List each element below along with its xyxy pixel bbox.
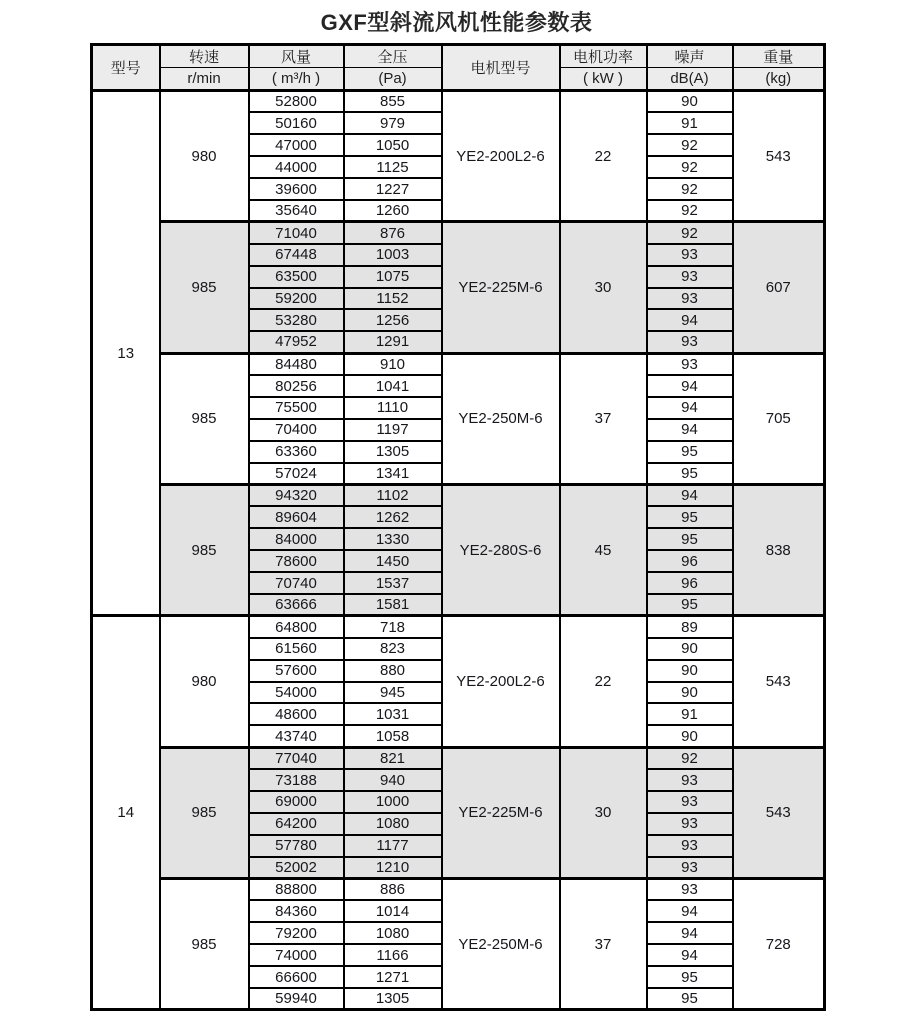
cell-flow: 54000 xyxy=(249,682,344,704)
cell-noise: 92 xyxy=(647,200,733,222)
cell-pressure: 1291 xyxy=(344,331,442,353)
table-row xyxy=(92,222,825,244)
cell-noise: 93 xyxy=(647,791,733,813)
cell-motor-power: 45 xyxy=(560,485,647,616)
cell-weight: 543 xyxy=(733,91,825,222)
cell-noise: 92 xyxy=(647,156,733,178)
cell-noise: 95 xyxy=(647,441,733,463)
cell-pressure: 1110 xyxy=(344,397,442,419)
cell-flow: 67448 xyxy=(249,244,344,266)
performance-table xyxy=(90,43,826,1011)
cell-flow: 88800 xyxy=(249,879,344,901)
cell-flow: 39600 xyxy=(249,178,344,200)
cell-flow: 78600 xyxy=(249,550,344,572)
table-row xyxy=(92,485,825,507)
cell-flow: 64200 xyxy=(249,813,344,835)
col-header-model: 型号 xyxy=(92,45,160,91)
cell-noise: 95 xyxy=(647,988,733,1010)
cell-speed: 985 xyxy=(160,353,249,484)
cell-flow: 53280 xyxy=(249,309,344,331)
cell-pressure: 1305 xyxy=(344,988,442,1010)
cell-speed: 985 xyxy=(160,879,249,1010)
cell-noise: 90 xyxy=(647,660,733,682)
cell-flow: 47000 xyxy=(249,134,344,156)
cell-pressure: 718 xyxy=(344,616,442,638)
cell-flow: 57780 xyxy=(249,835,344,857)
col-unit-flow: ( m³/h ) xyxy=(249,68,344,91)
cell-pressure: 1177 xyxy=(344,835,442,857)
cell-pressure: 1271 xyxy=(344,966,442,988)
cell-flow: 43740 xyxy=(249,725,344,747)
cell-noise: 93 xyxy=(647,879,733,901)
cell-flow: 52800 xyxy=(249,91,344,113)
cell-flow: 57600 xyxy=(249,660,344,682)
cell-noise: 89 xyxy=(647,616,733,638)
cell-flow: 71040 xyxy=(249,222,344,244)
cell-pressure: 1080 xyxy=(344,813,442,835)
cell-pressure: 1058 xyxy=(344,725,442,747)
header-row-main xyxy=(92,45,825,68)
cell-flow: 84480 xyxy=(249,353,344,375)
cell-pressure: 1050 xyxy=(344,134,442,156)
cell-flow: 73188 xyxy=(249,769,344,791)
cell-flow: 70400 xyxy=(249,419,344,441)
cell-noise: 94 xyxy=(647,922,733,944)
table-row xyxy=(92,353,825,375)
col-header-speed: 转速 xyxy=(160,45,249,68)
cell-flow: 80256 xyxy=(249,375,344,397)
cell-flow: 66600 xyxy=(249,966,344,988)
cell-motor-power: 30 xyxy=(560,747,647,878)
cell-flow: 35640 xyxy=(249,200,344,222)
cell-noise: 90 xyxy=(647,725,733,747)
cell-flow: 84360 xyxy=(249,900,344,922)
cell-noise: 93 xyxy=(647,353,733,375)
table-row xyxy=(92,91,825,113)
col-unit-noise: dB(A) xyxy=(647,68,733,91)
cell-flow: 64800 xyxy=(249,616,344,638)
col-header-motor-model: 电机型号 xyxy=(442,45,560,91)
cell-weight: 543 xyxy=(733,616,825,747)
cell-noise: 94 xyxy=(647,375,733,397)
cell-flow: 94320 xyxy=(249,485,344,507)
cell-flow: 69000 xyxy=(249,791,344,813)
cell-noise: 93 xyxy=(647,266,733,288)
cell-motor-model: YE2-225M-6 xyxy=(442,222,560,353)
col-unit-motor-power: ( kW ) xyxy=(560,68,647,91)
cell-weight: 838 xyxy=(733,485,825,616)
cell-pressure: 823 xyxy=(344,638,442,660)
col-header-noise: 噪声 xyxy=(647,45,733,68)
cell-pressure: 880 xyxy=(344,660,442,682)
cell-pressure: 1080 xyxy=(344,922,442,944)
cell-flow: 84000 xyxy=(249,528,344,550)
cell-noise: 95 xyxy=(647,506,733,528)
cell-noise: 95 xyxy=(647,594,733,616)
table-container xyxy=(90,43,826,1011)
cell-motor-model: YE2-200L2-6 xyxy=(442,616,560,747)
cell-noise: 95 xyxy=(647,463,733,485)
cell-flow: 48600 xyxy=(249,703,344,725)
cell-motor-model: YE2-200L2-6 xyxy=(442,91,560,222)
cell-pressure: 1041 xyxy=(344,375,442,397)
cell-flow: 79200 xyxy=(249,922,344,944)
cell-pressure: 1262 xyxy=(344,506,442,528)
col-header-weight: 重量 xyxy=(733,45,825,68)
cell-noise: 91 xyxy=(647,112,733,134)
cell-speed: 985 xyxy=(160,747,249,878)
cell-noise: 90 xyxy=(647,638,733,660)
cell-noise: 94 xyxy=(647,485,733,507)
cell-noise: 96 xyxy=(647,550,733,572)
cell-pressure: 886 xyxy=(344,879,442,901)
col-header-flow: 风量 xyxy=(249,45,344,68)
cell-pressure: 945 xyxy=(344,682,442,704)
cell-flow: 63666 xyxy=(249,594,344,616)
cell-noise: 93 xyxy=(647,331,733,353)
cell-noise: 93 xyxy=(647,813,733,835)
cell-motor-power: 37 xyxy=(560,353,647,484)
cell-weight: 728 xyxy=(733,879,825,1010)
cell-motor-power: 37 xyxy=(560,879,647,1010)
cell-pressure: 1305 xyxy=(344,441,442,463)
cell-pressure: 1003 xyxy=(344,244,442,266)
cell-noise: 92 xyxy=(647,222,733,244)
cell-motor-power: 22 xyxy=(560,91,647,222)
cell-pressure: 1581 xyxy=(344,594,442,616)
cell-flow: 63500 xyxy=(249,266,344,288)
cell-flow: 44000 xyxy=(249,156,344,178)
cell-speed: 980 xyxy=(160,616,249,747)
cell-noise: 93 xyxy=(647,288,733,310)
cell-pressure: 1330 xyxy=(344,528,442,550)
cell-flow: 61560 xyxy=(249,638,344,660)
cell-noise: 94 xyxy=(647,900,733,922)
cell-flow: 50160 xyxy=(249,112,344,134)
cell-pressure: 1210 xyxy=(344,857,442,879)
cell-flow: 57024 xyxy=(249,463,344,485)
col-unit-pressure: (Pa) xyxy=(344,68,442,91)
cell-pressure: 1152 xyxy=(344,288,442,310)
cell-pressure: 1260 xyxy=(344,200,442,222)
cell-noise: 93 xyxy=(647,244,733,266)
cell-speed: 985 xyxy=(160,485,249,616)
cell-pressure: 1197 xyxy=(344,419,442,441)
cell-noise: 95 xyxy=(647,966,733,988)
cell-noise: 93 xyxy=(647,769,733,791)
cell-pressure: 979 xyxy=(344,112,442,134)
cell-pressure: 1166 xyxy=(344,944,442,966)
cell-flow: 89604 xyxy=(249,506,344,528)
cell-flow: 59200 xyxy=(249,288,344,310)
cell-pressure: 1014 xyxy=(344,900,442,922)
cell-pressure: 1256 xyxy=(344,309,442,331)
cell-flow: 63360 xyxy=(249,441,344,463)
cell-pressure: 940 xyxy=(344,769,442,791)
cell-noise: 93 xyxy=(647,835,733,857)
cell-motor-power: 22 xyxy=(560,616,647,747)
cell-speed: 985 xyxy=(160,222,249,353)
cell-noise: 90 xyxy=(647,682,733,704)
cell-flow: 47952 xyxy=(249,331,344,353)
page-title: GXF型斜流风机性能参数表 xyxy=(320,10,593,35)
col-unit-speed: r/min xyxy=(160,68,249,91)
cell-pressure: 1537 xyxy=(344,572,442,594)
cell-motor-model: YE2-280S-6 xyxy=(442,485,560,616)
cell-flow: 52002 xyxy=(249,857,344,879)
cell-model: 13 xyxy=(92,91,160,616)
cell-noise: 93 xyxy=(647,857,733,879)
cell-weight: 607 xyxy=(733,222,825,353)
cell-motor-power: 30 xyxy=(560,222,647,353)
table-header xyxy=(92,45,825,91)
cell-model: 14 xyxy=(92,616,160,1010)
cell-pressure: 1341 xyxy=(344,463,442,485)
col-header-motor-power: 电机功率 xyxy=(560,45,647,68)
cell-flow: 77040 xyxy=(249,747,344,769)
cell-noise: 90 xyxy=(647,91,733,113)
cell-noise: 95 xyxy=(647,528,733,550)
cell-weight: 543 xyxy=(733,747,825,878)
cell-pressure: 1075 xyxy=(344,266,442,288)
cell-noise: 92 xyxy=(647,747,733,769)
cell-noise: 92 xyxy=(647,178,733,200)
cell-pressure: 821 xyxy=(344,747,442,769)
cell-pressure: 1031 xyxy=(344,703,442,725)
cell-motor-model: YE2-225M-6 xyxy=(442,747,560,878)
table-row xyxy=(92,616,825,638)
cell-noise: 94 xyxy=(647,419,733,441)
cell-noise: 94 xyxy=(647,309,733,331)
table-row xyxy=(92,747,825,769)
cell-noise: 91 xyxy=(647,703,733,725)
cell-flow: 74000 xyxy=(249,944,344,966)
cell-pressure: 1450 xyxy=(344,550,442,572)
cell-speed: 980 xyxy=(160,91,249,222)
cell-pressure: 1125 xyxy=(344,156,442,178)
table-body xyxy=(92,91,825,1010)
cell-noise: 96 xyxy=(647,572,733,594)
cell-flow: 70740 xyxy=(249,572,344,594)
cell-noise: 94 xyxy=(647,397,733,419)
col-unit-weight: (kg) xyxy=(733,68,825,91)
cell-noise: 94 xyxy=(647,944,733,966)
cell-flow: 59940 xyxy=(249,988,344,1010)
cell-pressure: 1227 xyxy=(344,178,442,200)
cell-pressure: 1102 xyxy=(344,485,442,507)
cell-flow: 75500 xyxy=(249,397,344,419)
cell-motor-model: YE2-250M-6 xyxy=(442,879,560,1010)
cell-motor-model: YE2-250M-6 xyxy=(442,353,560,484)
cell-pressure: 1000 xyxy=(344,791,442,813)
cell-pressure: 910 xyxy=(344,353,442,375)
cell-noise: 92 xyxy=(647,134,733,156)
cell-weight: 705 xyxy=(733,353,825,484)
col-header-pressure: 全压 xyxy=(344,45,442,68)
table-row xyxy=(92,879,825,901)
cell-pressure: 855 xyxy=(344,91,442,113)
cell-pressure: 876 xyxy=(344,222,442,244)
